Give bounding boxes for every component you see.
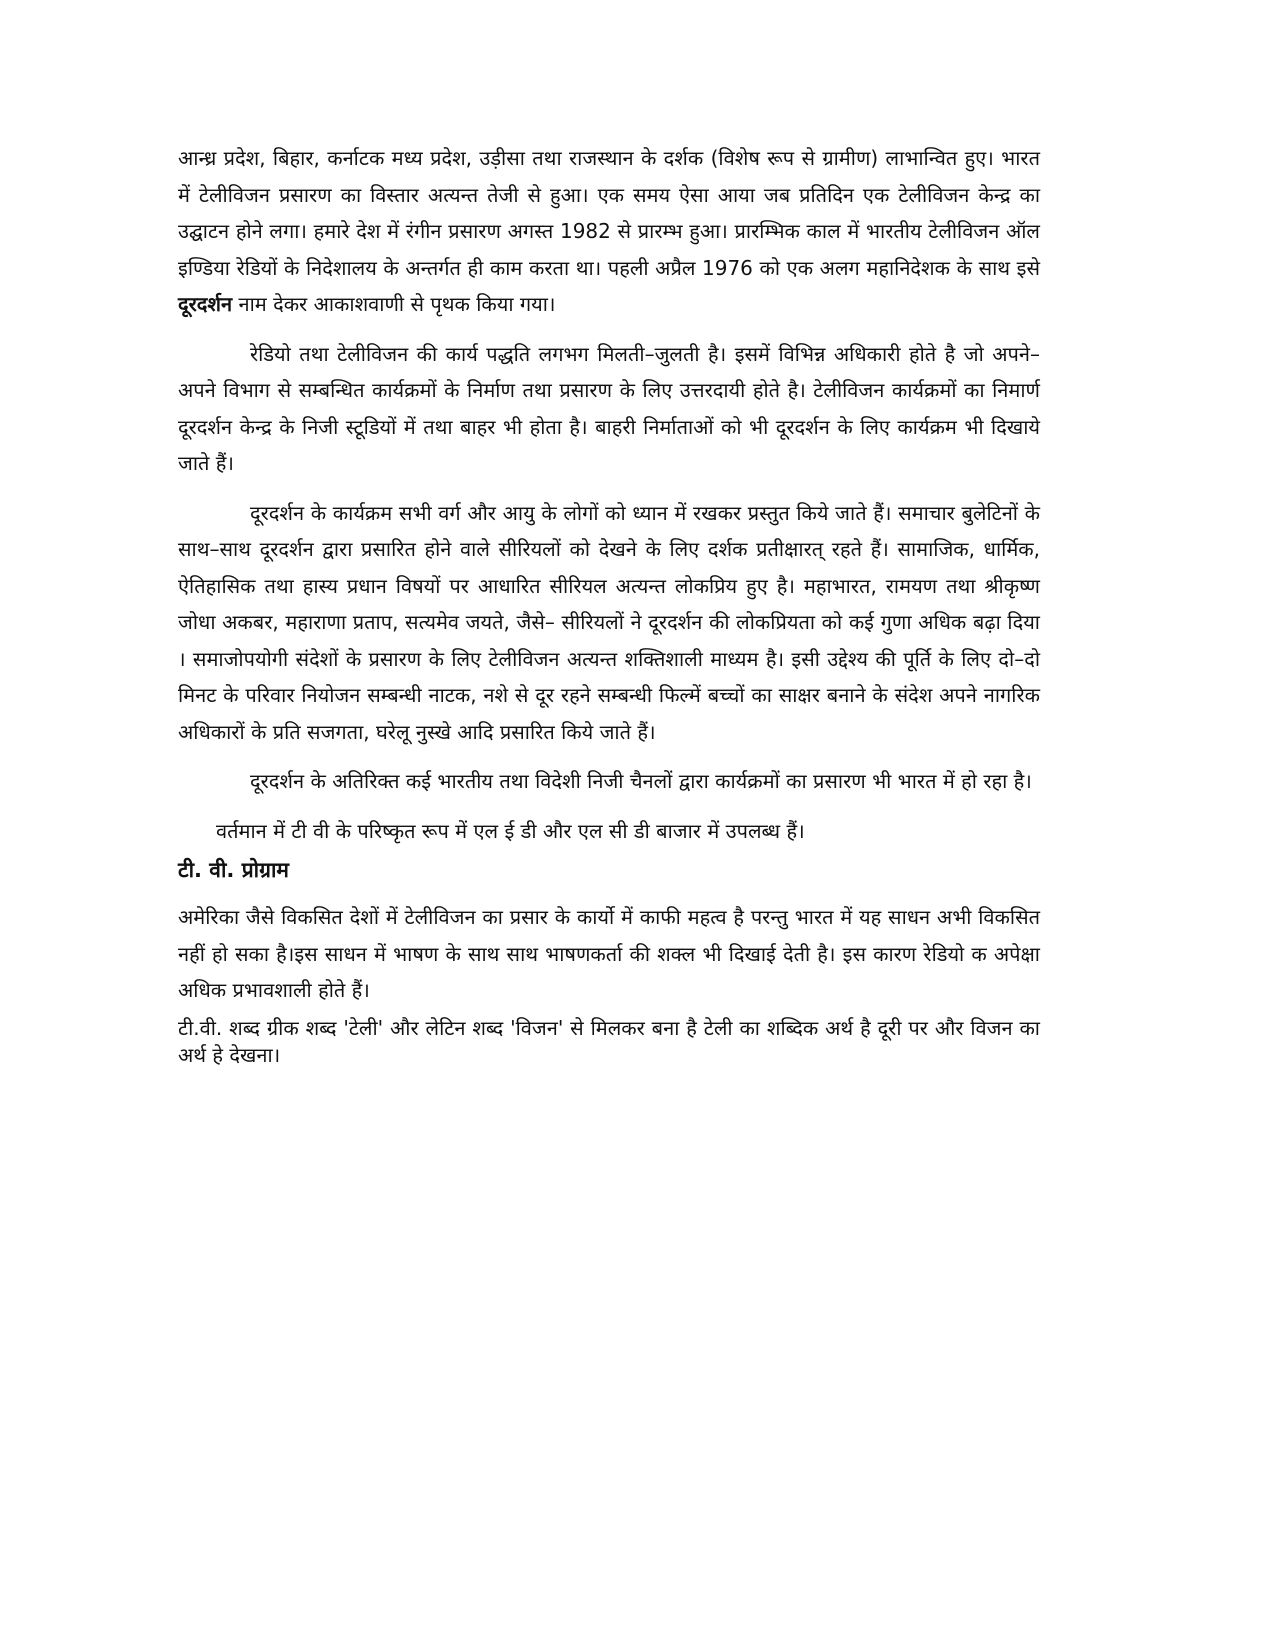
- paragraph-broadcast-history: [178, 140, 1040, 323]
- paragraph-tv-etymology: टी.वी. शब्द ग्रीक शब्द 'टेली' और लेटिन शब्द 'विजन' से मिलकर बना है टेली का शब्दिक अर्थ है दूरी पर और विजन का अर्थ हे देखना।: [178, 1015, 1040, 1067]
- paragraph-programs: दूरदर्शन के कार्यक्रम सभी वर्ग और आयु के लोगों को ध्यान में रखकर प्रस्तुत किये जाते हैं। समाचार बुलेटिनों के साथ–साथ दूरदर्शन द्वारा प्रसारित होने वाले सीरियलों को देखने के लिए दर्शक प्रतीक्षारत् रहते हैं। सामाजिक, धार्मिक, ऐतिहासिक तथा हास्य प्रधान विषयों पर आधारित सीरियल अत्यन्त लोकप्रिय हुए है। महाभारत, रामयण तथा श्रीकृष्ण जोधा अकबर, महाराणा प्रताप, सत्यमेव जयते, जैसे– सीरियलों ने दूरदर्शन की लोकप्रियता को कई गुणा अधिक बढ़ा दिया । समाजोपयोगी संदेशों के प्रसारण के लिए टेलीविजन अत्यन्त शक्तिशाली माध्यम है। इसी उद्देश्य की पूर्ति के लिए दो–दो मिनट के परिवार नियोजन सम्बन्धी नाटक, नशे से दूर रहने सम्बन्धी फिल्में बच्चों का साक्षर बनाने के संदेश अपने नागरिक अधिकारों के प्रति सजगता, घरेलू नुस्खे आदि प्रसारित किये जाते हैं।: [178, 500, 1040, 744]
- paragraph-tv-importance: अमेरिका जैसे विकसित देशों में टेलीविजन का प्रसार के कार्यो में काफी महत्व है परन्तु भारत में यह साधन अभी विकसित नहीं हो सका है।इस साधन में भाषण के साथ साथ भाषणकर्ता की शक्ल भी दिखाई देती है। इस कारण रेडियो क अपेक्षा अधिक प्रभावशाली होते हैं।: [178, 905, 1040, 1002]
- section-heading-tv-program: टी. वी. प्रोग्राम: [178, 858, 289, 882]
- paragraph-work-method: रेडियो तथा टेलीविजन की कार्य पद्धति लगभग मिलती–जुलती है। इसमें विभिन्न अधिकारी होते है जो अपने–अपने विभाग से सम्बन्धित कार्यक्रमों के निर्माण तथा प्रसारण के लिए उत्तरदायी होते है। टेलीविजन कार्यक्रमों का निमार्ण दूरदर्शन केन्द्र के निजी स्टूडियों में तथा बाहर भी होता है। बाहरी निर्माताओं को भी दूरदर्शन के लिए कार्यक्रम भी दिखाये जाते हैं।: [178, 341, 1040, 475]
- paragraph-text: आन्ध्र प्रदेश, बिहार, कर्नाटक मध्य प्रदेश, उड़ीसा तथा राजस्थान के दर्शक (विशेष रूप से ग्रामीण) लाभान्वित हुए। भारत में टेलीविजन प्रसारण का विस्तार अत्यन्त तेजी से हुआ। एक समय ऐसा आया जब प्रतिदिन एक टेलीविजन केन्द्र का उद्घाटन होने लगा। हमारे देश में रंगीन प्रसारण अगस्त 1982 से प्रारम्भ हुआ। प्रारम्भिक काल में भारतीय टेलीविजन ऑल इण्डिया रेडियों के निदेशालय के अन्तर्गत ही काम करता था। पहली अप्रैल 1976 को एक अलग महानिदेशक के साथ इसे: [178, 146, 1040, 280]
- paragraph-text: नाम देकर आकाशवाणी से पृथक किया गया।: [232, 292, 556, 316]
- doordarshan-bold-term: दूरदर्शन: [178, 292, 233, 316]
- paragraph-private-channels: दूरदर्शन के अतिरिक्त कई भारतीय तथा विदेशी निजी चैनलों द्वारा कार्यक्रमों का प्रसारण भी भारत में हो रहा है।: [250, 769, 1032, 793]
- paragraph-led-lcd: वर्तमान में टी वी के परिष्कृत रूप में एल ई डी और एल सी डी बाजार में उपलब्ध हैं।: [216, 818, 805, 843]
- document-page: [178, 140, 1040, 1069]
